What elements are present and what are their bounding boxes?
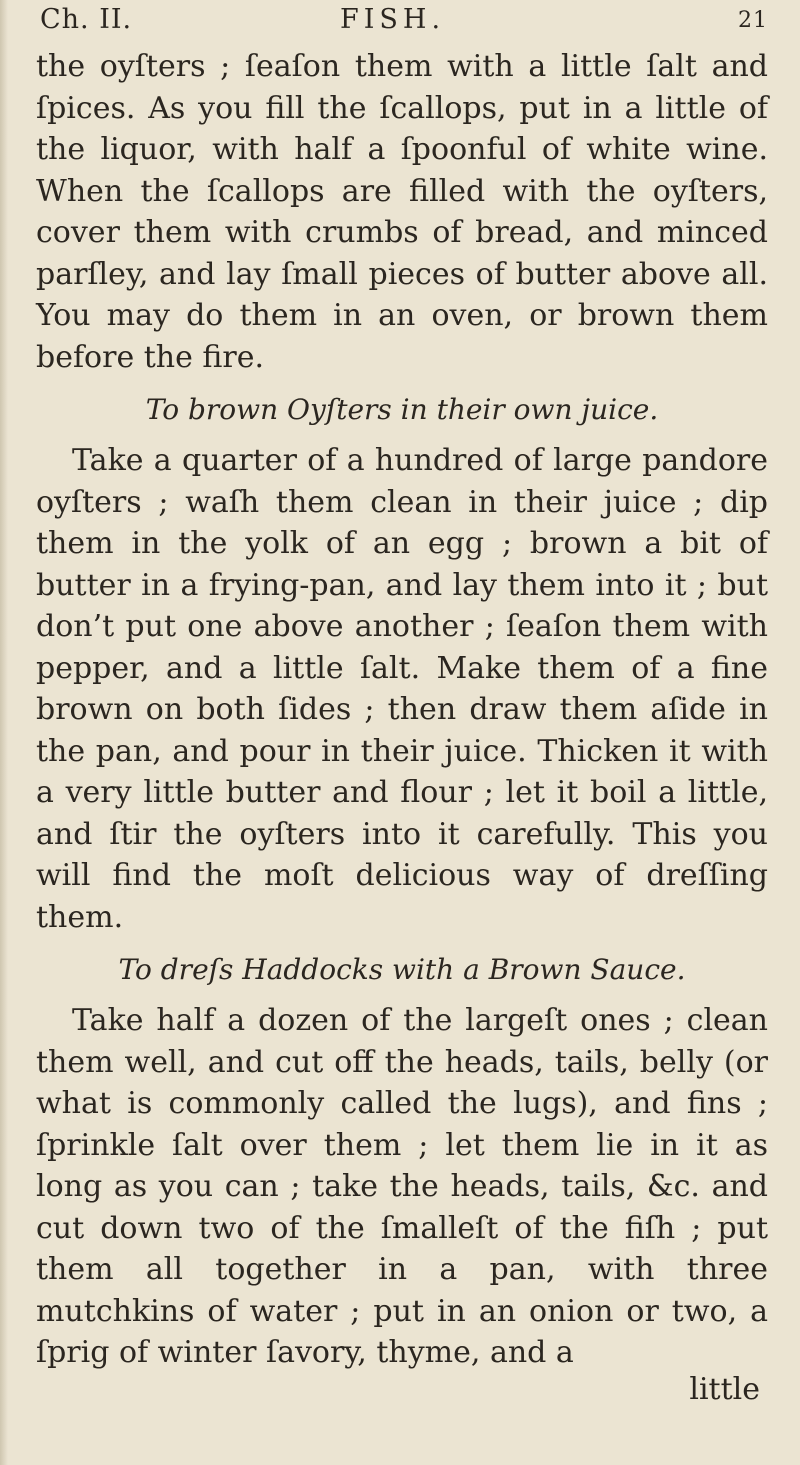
paragraph-brown-oysters: Take a quarter of a hundred of large pandore oyſters ; waſh them clean in their juice ; dip them in the yolk of an egg ; brown a bit of butter in a frying-pan, and lay them into it ; but don’t put one above another ; ſeaſon them with pepper, and a little ſalt. Make them of a fine brown on both ſides ; then draw them aſide in the pan, and pour in their juice. Thicken it with a very little butter and flour ; let it boil a little, and ſtir the oyſters into it carefully. This you will find the moſt delicious way of dreſſing them. — [36, 443, 768, 935]
catchword: little — [689, 1371, 760, 1407]
recipe-heading-haddocks: To dreſs Haddocks with a Brown Sauce. — [118, 953, 686, 986]
running-title: FISH. — [340, 4, 446, 35]
running-header — [36, 0, 768, 46]
paragraph-haddocks: Take half a dozen of the largeſt ones ; clean them well, and cut off the heads, tails, belly (or what is commonly called the lugs), and fins ; ſprinkle ſalt over them ; let them lie in it as long as you can ; take the heads, tails, &c. and cut down two of the ſmalleſt of the fiſh ; put them all together in a pan, with three mutchkins of water ; put in an onion or two, a ſprig of winter ſavory, thyme, and a — [36, 1003, 768, 1370]
recipe-heading-brown-oysters: To brown Oyſters in their own juice. — [145, 393, 659, 426]
page-number: 21 — [738, 8, 768, 33]
chapter-label: Ch. II. — [40, 4, 133, 35]
paragraph-oysters-scallops: the oyſters ; ſeaſon them with a little ſalt and ſpices. As you fill the ſcallops, put in a little of the liquor, with half a ſpoonful of white wine. When the ſcallops are filled with the oyſters, cover them with crumbs of bread, and minced parſley, and lay ſmall pieces of butter above all. You may do them in an oven, or brown them before the fire. — [36, 49, 768, 375]
